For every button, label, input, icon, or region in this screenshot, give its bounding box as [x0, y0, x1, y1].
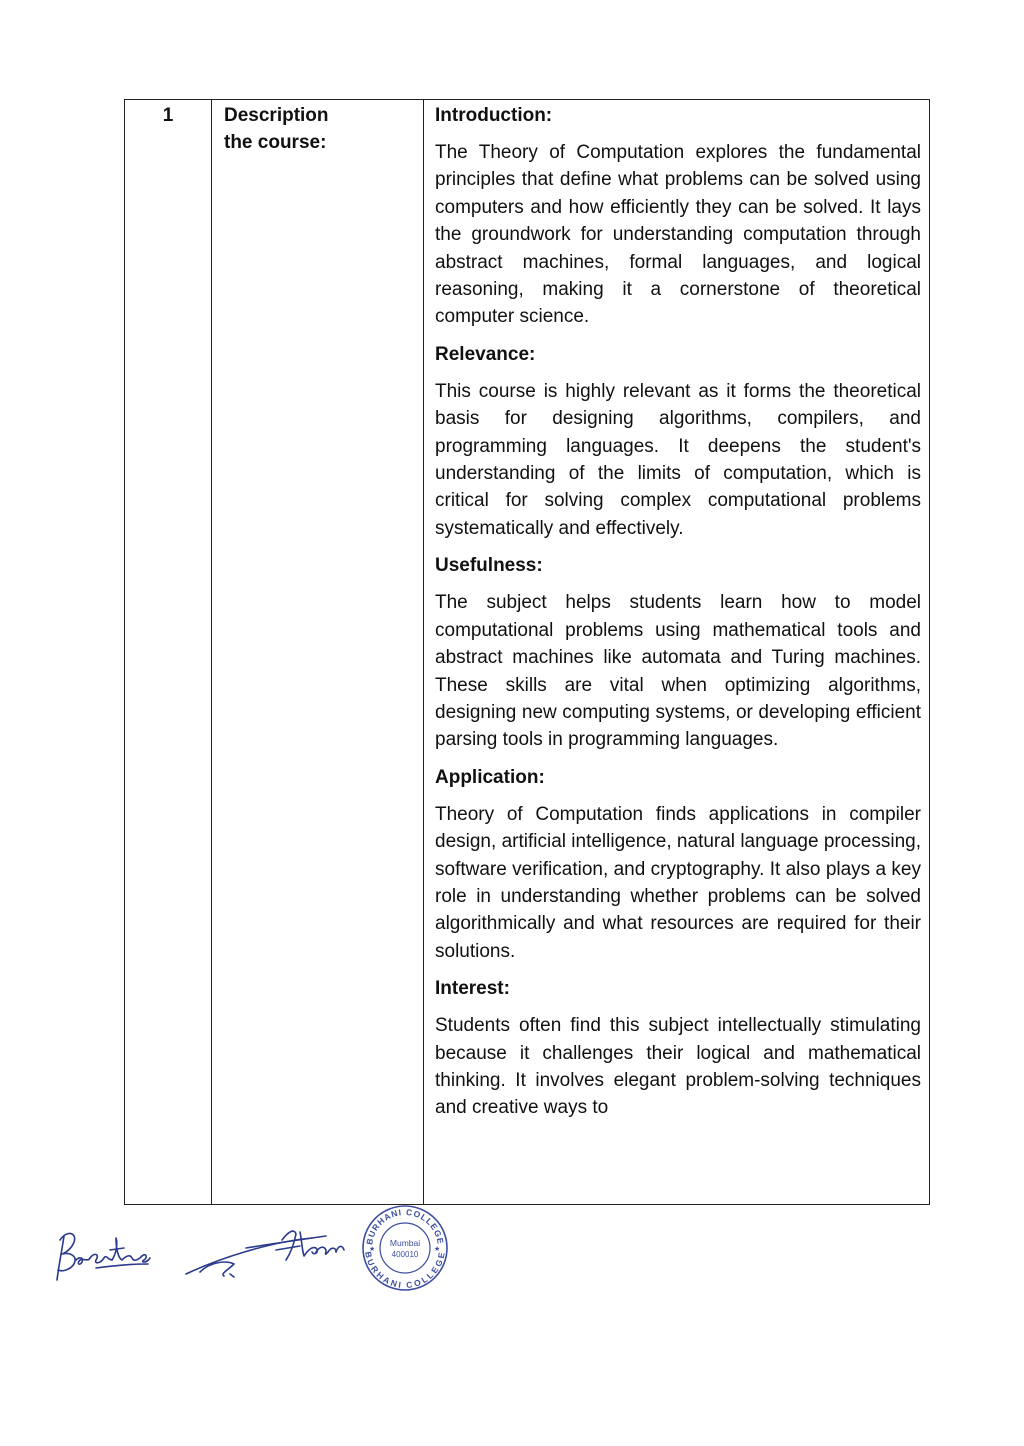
usefulness-text: The subject helps students learn how to model computational problems using mathematical tools and abstract machines like automata and Turing machines. These skills are vital when optimizing algorithms, designing new computing systems, or developing efficient parsing tools in programming languages.: [435, 592, 921, 751]
row-label: [212, 100, 423, 156]
college-seal: [363, 1206, 447, 1290]
signature-two: [186, 1231, 344, 1277]
seal-pin: 400010: [391, 1250, 419, 1259]
table-row: [125, 100, 930, 1205]
usefulness-heading: Usefulness:: [435, 555, 543, 577]
signature-area: [50, 1200, 470, 1300]
interest-text: Students often find this subject intellectually stimulating because it challenges their logical and mathematical thinking. It involves elegant problem-solving techniques and creative ways to: [435, 1015, 921, 1119]
seal-star-right-icon: ★: [434, 1245, 441, 1253]
relevance-text: This course is highly relevant as it forms the theoretical basis for designing algorithms, compilers, and programming languages. It deepens the student's understanding of the limits of computation, which is critical for solving complex computational problems systematically and effectively.: [435, 380, 921, 539]
row-label-line1: Description: [224, 105, 329, 126]
seal-star-left-icon: ★: [369, 1245, 376, 1253]
relevance-heading: Relevance:: [435, 343, 536, 365]
seal-city: Mumbai: [389, 1238, 421, 1248]
signature-one: [57, 1233, 150, 1280]
signatures-svg: [50, 1200, 470, 1300]
introduction-text: The Theory of Computation explores the fundamental principles that define what problems can be solved using computers and how efficiently they can be solved. It lays the groundwork for understanding computation through abstract machines, formal languages, and logical reasoning, making it a cornerstone of theoretical computer science.: [435, 142, 921, 328]
course-content: [424, 100, 929, 1122]
seal-bottom-text: BURHANI COLLEGE: [363, 1250, 447, 1291]
row-label-line2: the course:: [224, 132, 327, 153]
row-label-cell: [212, 100, 424, 1205]
application-text: Theory of Computation finds applications in compiler design, artificial intelligence, natural language processing, software verification, and cryptography. It also plays a key role in understanding whether problems can be solved algorithmically and what resources are required for their solutions.: [435, 803, 921, 962]
application-heading: Application:: [435, 766, 545, 788]
introduction-heading: Introduction:: [435, 105, 553, 126]
interest-heading: Interest:: [435, 978, 510, 1000]
course-description-table: [124, 99, 930, 1205]
row-number: 1: [162, 105, 174, 126]
seal-top-text: BURHANI COLLEGE: [364, 1206, 446, 1246]
row-content-cell: [424, 100, 930, 1205]
row-number-cell: [125, 100, 212, 1205]
